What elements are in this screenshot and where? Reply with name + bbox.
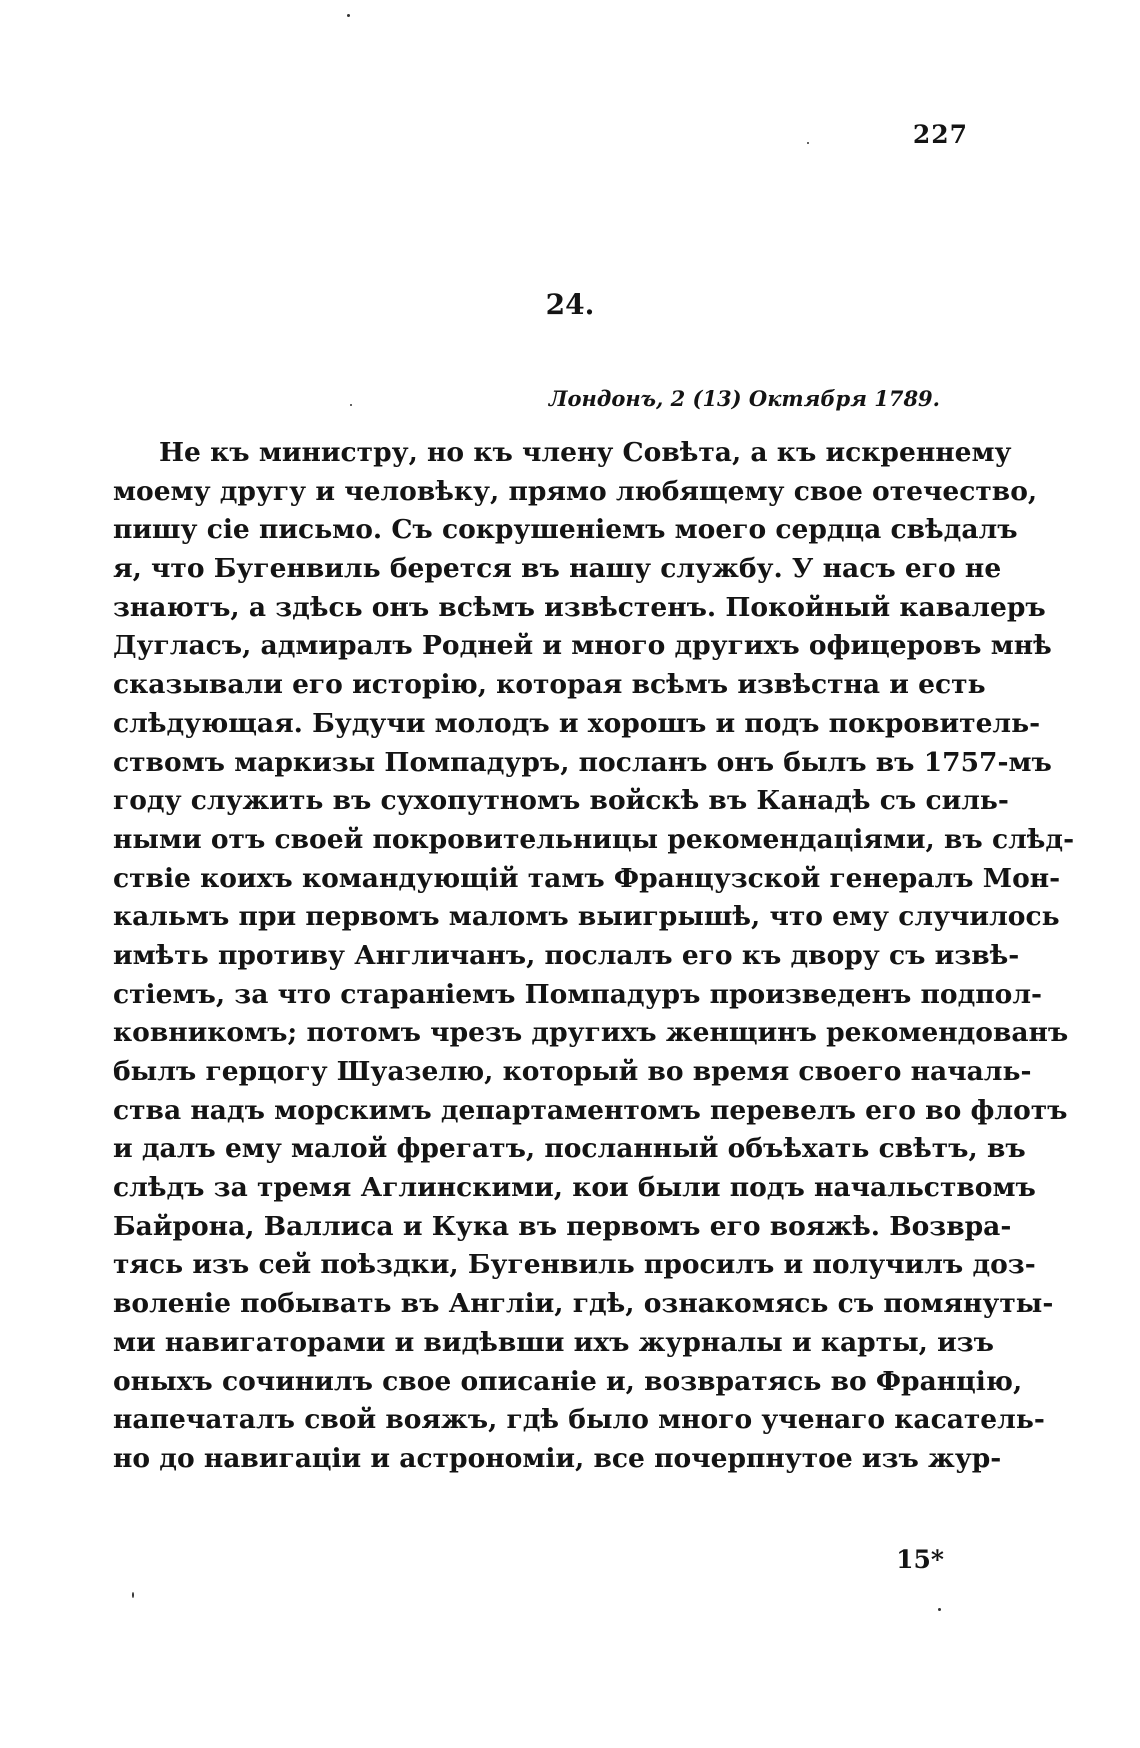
text-line: году служить въ сухопутномъ войскѣ въ Канадѣ съ силь- [113, 785, 1009, 817]
letter-dateline: Лондонъ, 2 (13) Октября 1789. [548, 386, 940, 411]
text-line: слѣдъ за тремя Аглинскими, кои были подъ начальствомъ [113, 1172, 1036, 1204]
text-line: слѣдующая. Будучи молодъ и хорошъ и подъ покровитель- [113, 707, 1041, 739]
scan-speck [807, 142, 809, 144]
letter-body [113, 434, 1075, 1479]
scan-speck [132, 1592, 134, 1598]
scan-speck [938, 1608, 941, 1611]
text-line: я, что Бугенвиль берется въ нашу службу. У насъ его не [113, 553, 1002, 585]
text-line: ствіе коихъ командующій тамъ Французской генералъ Мон- [113, 862, 1061, 894]
text-line: тясь изъ сей поѣздки, Бугенвиль просилъ и получилъ доз- [113, 1249, 1036, 1281]
scan-speck [347, 14, 350, 17]
text-line: пишу сіе письмо. Съ сокрушеніемъ моего сердца свѣдалъ [113, 514, 1018, 546]
letter-number: 24. [545, 288, 595, 321]
text-line: ными отъ своей покровительницы рекомендаціями, въ слѣд- [113, 823, 1075, 855]
text-line: Не къ министру, но къ члену Совѣта, а къ искреннему [159, 437, 1012, 468]
text-line: стіемъ, за что стараніемъ Помпадуръ произведенъ подпол- [113, 978, 1043, 1010]
scan-speck [350, 404, 352, 406]
text-line: сказывали его исторію, которая всѣмъ извѣстна и есть [113, 669, 986, 701]
signature-mark: 15* [896, 1545, 944, 1574]
text-line: Байрона, Валлиса и Кука въ первомъ его вояжѣ. Возвра- [113, 1210, 1012, 1242]
text-line: но до навигаціи и астрономіи, все почерпнутое изъ жур- [113, 1442, 1002, 1474]
text-line: знаютъ, а здѣсь онъ всѣмъ извѣстенъ. Покойный кавалеръ [113, 591, 1046, 623]
text-line: и далъ ему малой фрегатъ, посланный объѣхать свѣтъ, въ [113, 1133, 1026, 1165]
text-line: ковникомъ; потомъ чрезъ другихъ женщинъ рекомендованъ [113, 1017, 1069, 1049]
text-line: Дугласъ, адмиралъ Родней и много другихъ офицеровъ мнѣ [113, 630, 1052, 662]
text-line: кальмъ при первомъ маломъ выигрышѣ, что ему случилось [113, 901, 1060, 933]
text-line: оныхъ сочинилъ свое описаніе и, возвратясь во Францію, [113, 1365, 1023, 1397]
text-line: ствомъ маркизы Помпадуръ, посланъ онъ былъ въ 1757-мъ [113, 746, 1052, 778]
text-line: напечаталъ свой вояжъ, гдѣ было много ученаго касатель- [113, 1404, 1045, 1436]
page-number: 227 [912, 120, 968, 149]
text-line: моему другу и человѣку, прямо любящему свое отечество, [113, 475, 1038, 507]
text-line: воленіе побывать въ Англіи, гдѣ, ознакомясь съ помянуты- [113, 1288, 1054, 1320]
text-line: ства надъ морскимъ департаментомъ перевелъ его во флотъ [113, 1094, 1068, 1126]
text-line: ми навигаторами и видѣвши ихъ журналы и карты, изъ [113, 1326, 995, 1358]
text-line: былъ герцогу Шуазелю, который во время своего началь- [113, 1056, 1032, 1087]
text-line: имѣть противу Англичанъ, послалъ его къ двору съ извѣ- [113, 939, 1020, 971]
